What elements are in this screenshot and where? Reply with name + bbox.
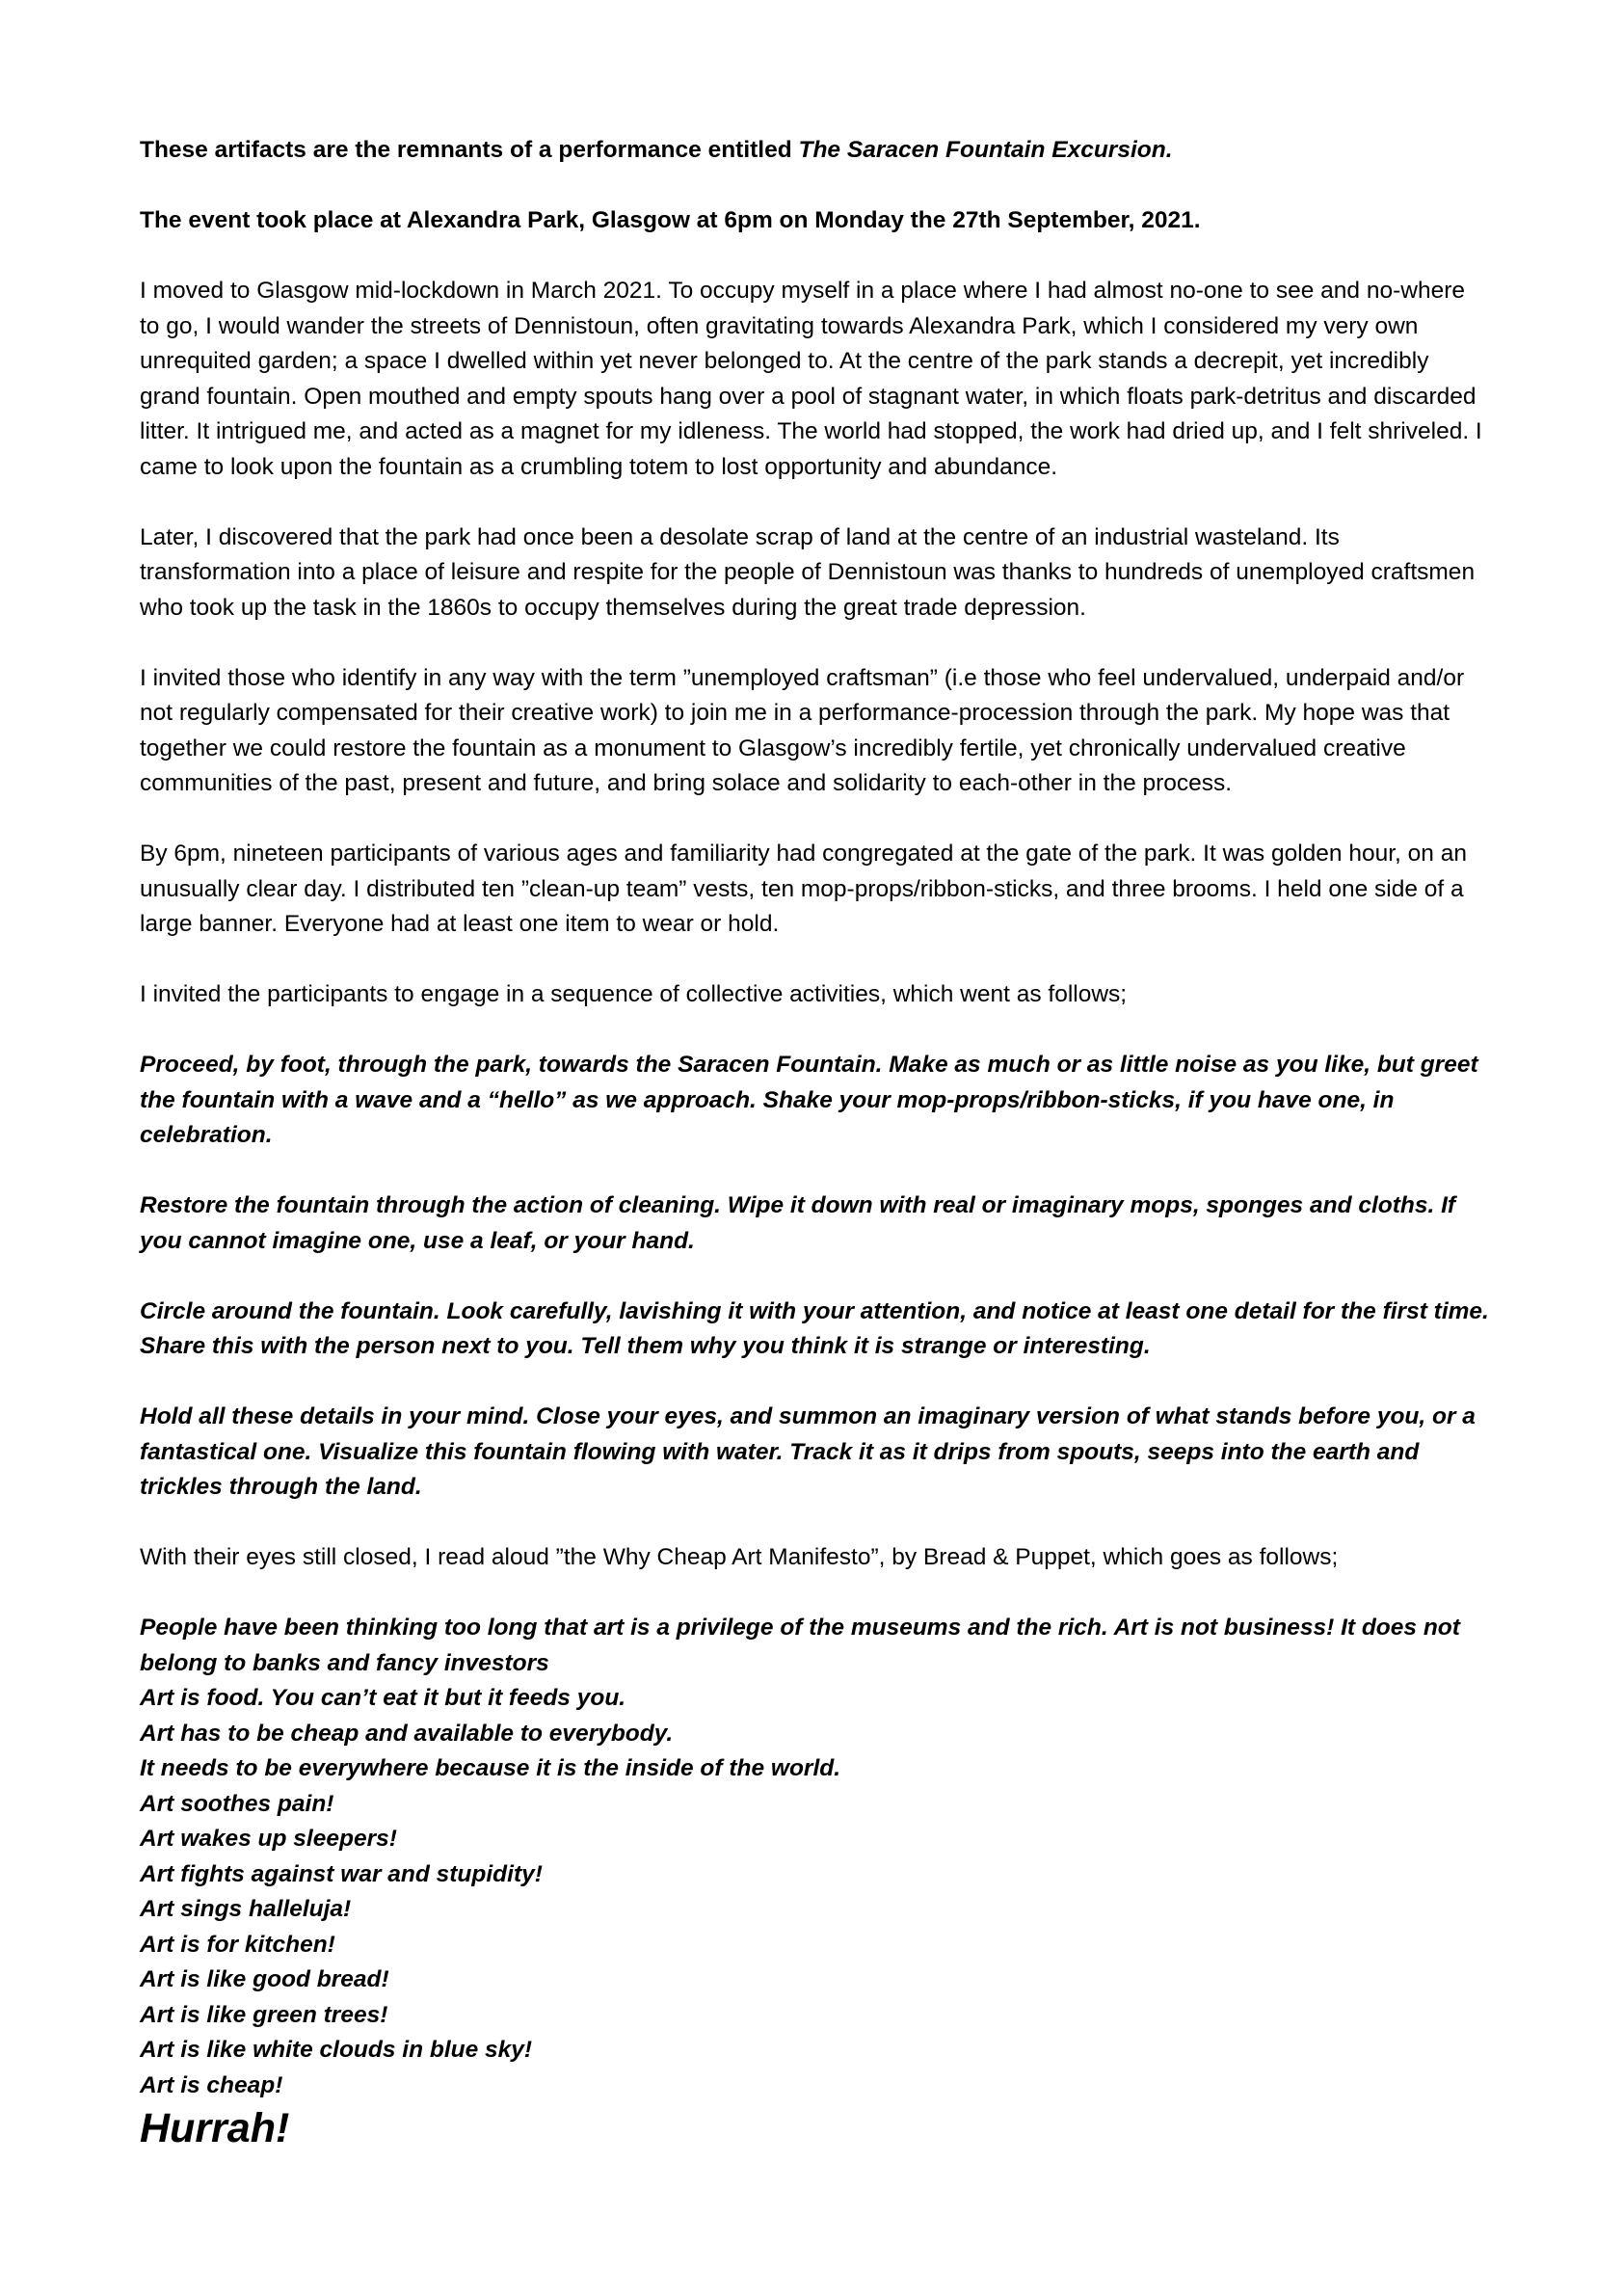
title-prefix: These artifacts are the remnants of a performance entitled (140, 137, 799, 163)
manifesto-line: It needs to be everywhere because it is the inside of the world. (140, 1755, 841, 1781)
manifesto-line: Art soothes pain! (140, 1790, 334, 1817)
performance-title: The Saracen Fountain Excursion. (798, 137, 1173, 163)
manifesto-intro: With their eyes still closed, I read aloud ”the Why Cheap Art Manifesto”, by Bread & Puppet, which goes as follows; (140, 1544, 1339, 1570)
manifesto-line: Art wakes up sleepers! (140, 1826, 397, 1852)
document-page (140, 133, 1489, 2153)
manifesto-line: Art is for kitchen! (140, 1931, 335, 1958)
instruction-circle: Circle around the fountain. Look carefully, lavishing it with your attention, and notice at least one detail for the first time. Share this with the person next to you. Tell them why you think it is strange or interesting. (140, 1297, 1489, 1359)
event-details: The event took place at Alexandra Park, Glasgow at 6pm on Monday the 27th September, 2021. (140, 207, 1201, 233)
manifesto-line: People have been thinking too long that art is a privilege of the museums and the rich. Art is not business! It does not belong to banks and fancy investors (140, 1615, 1460, 1676)
manifesto (140, 1611, 1489, 2103)
instruction-visualize: Hold all these details in your mind. Close your eyes, and summon an imaginary version of what stands before you, or a fantastical one. Visualize this fountain flowing with water. Track it as it drips from spouts, seeps into the earth and trickles through the land. (140, 1403, 1476, 1500)
paragraph-invitation: I invited those who identify in any way with the term ”unemployed craftsman” (i.e those who feel undervalued, underpaid and/or not regularly compensated for their creative work) to join me in a performance-procession through the park. My hope was that together we could restore the fountain as a monument to Glasgow’s incredibly fertile, yet chronically undervalued creative communities of the past, present and future, and bring solace and solidarity to each-other in the process. (140, 664, 1465, 796)
manifesto-line: Art is like good bread! (140, 1966, 389, 1992)
instruction-restore: Restore the fountain through the action of cleaning. Wipe it down with real or imaginary mops, sponges and cloths. If you cannot imagine one, use a leaf, or your hand. (140, 1192, 1456, 1254)
manifesto-line: Art is food. You can’t eat it but it feeds you. (140, 1685, 626, 1711)
paragraph-history: Later, I discovered that the park had once been a desolate scrap of land at the centre of an industrial wasteland. Its transformation into a place of leisure and respite for the people of Dennistoun was thanks to hundreds of unemployed craftsmen who took up the task in the 1860s to occupy themselves during the great trade depression. (140, 523, 1476, 621)
manifesto-line: Art fights against war and stupidity! (140, 1860, 543, 1887)
manifesto-line: Art is like green trees! (140, 2001, 388, 2028)
performance-title-line (140, 133, 1489, 169)
manifesto-line: Art sings halleluja! (140, 1896, 352, 1922)
instruction-proceed: Proceed, by foot, through the park, towards the Saracen Fountain. Make as much or as little noise as you like, but greet the fountain with a wave and a “hello” as we approach. Shake your mop-props/ribbon-sticks, if you have one, in celebration. (140, 1052, 1478, 1148)
paragraph-lockdown: I moved to Glasgow mid-lockdown in March 2021. To occupy myself in a place where I had almost no-one to see and no-where to go, I would wander the streets of Dennistoun, often gravitating towards Alexandra Park, which I considered my very own unrequited garden; a space I dwelled within yet never belonged to. At the centre of the park stands a decrepit, yet incredibly grand fountain. Open mouthed and empty spouts hang over a pool of stagnant water, in which floats park-detritus and discarded litter. It intrigued me, and acted as a magnet for my idleness. The world had stopped, the work had dried up, and I felt shriveled. I came to look upon the fountain as a crumbling totem to lost opportunity and abundance. (140, 278, 1482, 480)
paragraph-participants: By 6pm, nineteen participants of various ages and familiarity had congregated at the gate of the park. It was golden hour, on an unusually clear day. I distributed ten ”clean-up team” vests, ten mop-props/ribbon-sticks, and three brooms. I held one side of a large banner. Everyone had at least one item to wear or hold. (140, 841, 1467, 937)
manifesto-line: Art is cheap! (140, 2071, 283, 2098)
manifesto-line: Art is like white clouds in blue sky! (140, 2037, 533, 2063)
closing-hurrah: Hurrah! (140, 2105, 290, 2151)
paragraph-activities-intro: I invited the participants to engage in a sequence of collective activities, which went as follows; (140, 981, 1128, 1007)
manifesto-line: Art has to be cheap and available to everybody. (140, 1720, 674, 1747)
